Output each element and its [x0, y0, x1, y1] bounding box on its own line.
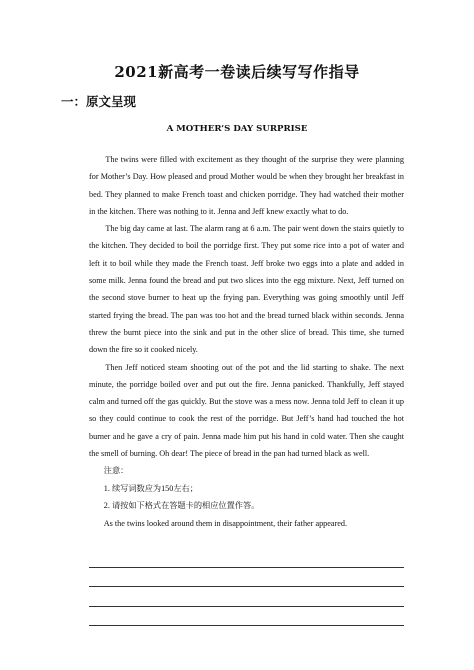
story-passage	[89, 151, 404, 462]
notes-label: 注意：	[103, 466, 129, 475]
answer-line	[89, 587, 404, 607]
answer-line	[89, 607, 404, 627]
section-heading: 一：原文呈现	[61, 94, 137, 109]
story-paragraph-3: Then Jeff noticed steam shooting out of the pot and the lid starting to shake. The next minute, the porridge boiled over and put out the fire. Jenna panicked. Thankfully, Jeff stayed calm and turned off the gas quickly. But the stove was a mess now. Jenna told Jeff to clean it up so they could continue to cook the rest of the porridge. But Jeff’s hand had touched the hot burner and he gave a cry of pain. Jenna made him put his hand in cold water. Then she caught the smell of burning. Oh dear! The piece of bread in the pan had turned black as well.	[89, 362, 404, 459]
notes-block	[89, 462, 404, 532]
answer-line	[89, 568, 404, 588]
story-title: A MOTHER’S DAY SURPRISE	[166, 124, 308, 134]
note-item-2: 2. 请按如下格式在答题卡的相应位置作答。	[103, 501, 260, 511]
story-paragraph-2: The big day came at last. The alarm rang at 6 a.m. The pair went down the stairs quietly to the kitchen. They decided to boil the porridge first. They put some rice into a pot of water and left it to boil while they made the French toast. Jeff broke two eggs into a plate and added in some milk. Jenna found the bread and put two slices into the egg mixture. Next, Jeff turned on the second stove burner to heat up the frying pan. Everything was going smoothly until Jeff started frying the bread. The pan was too hot and the bread turned black within seconds. Jenna threw the burnt piece into the sink and put in the other slice of bread. This time, she turned down the fire so it cooked nicely.	[89, 224, 404, 355]
answer-lines	[89, 548, 404, 626]
note-item-1: 1. 续写词数应为150左右；	[103, 483, 198, 493]
answer-line	[89, 548, 404, 568]
continuation-prompt: As the twins looked around them in disappointment, their father appeared.	[103, 518, 348, 528]
page-title: 2021新高考一卷读后续写写作指导	[114, 63, 360, 81]
story-paragraph-1: The twins were filled with excitement as they thought of the surprise they were planning for Mother’s Day. How pleased and proud Mother would be when they brought her breakfast in bed. They planned to make French toast and chicken porridge. They had watched their mother in the kitchen. There was nothing to it. Jenna and Jeff knew exactly what to do.	[89, 155, 404, 216]
